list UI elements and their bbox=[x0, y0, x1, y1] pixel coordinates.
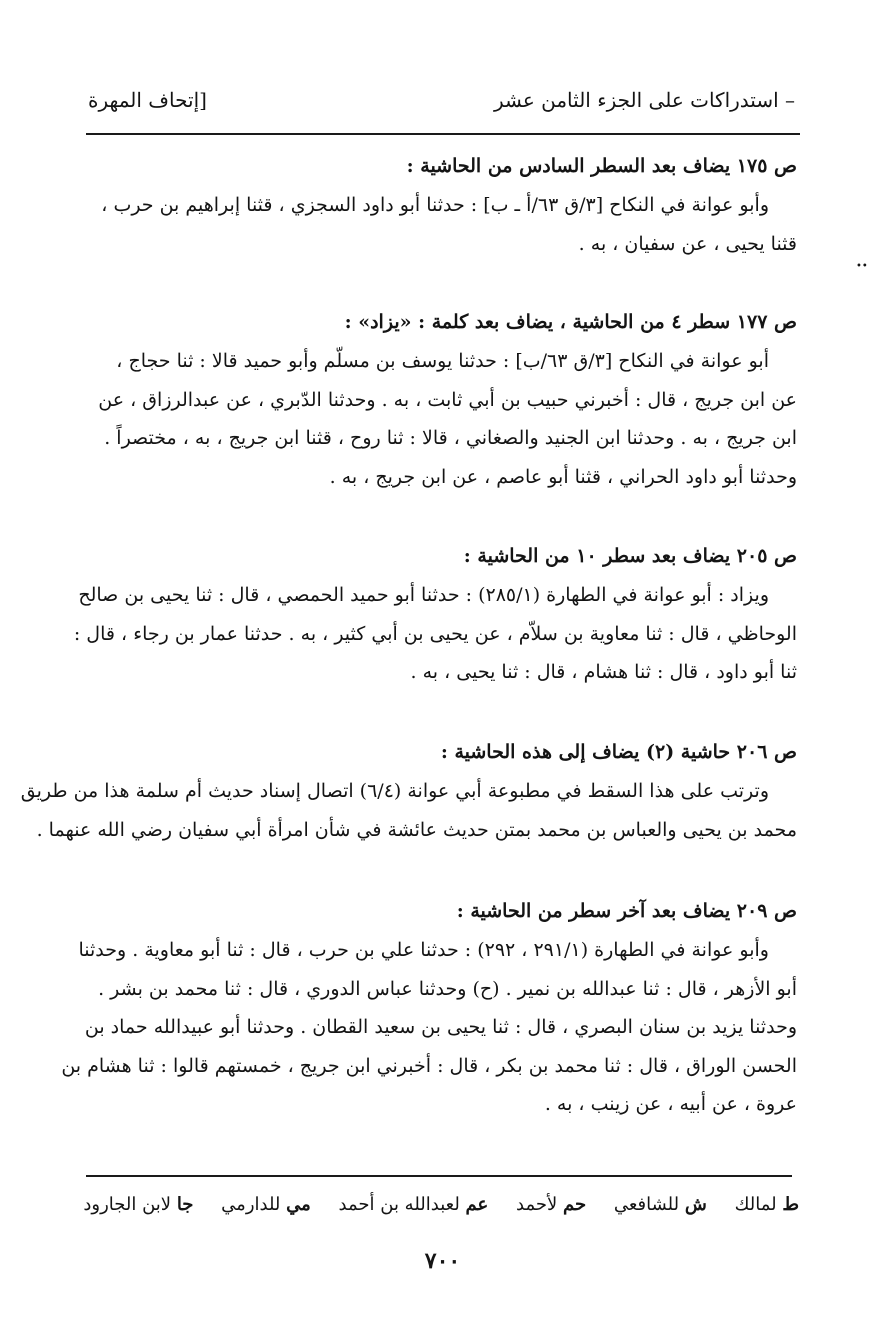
abbreviation-meaning: لعبدالله بن أحمد bbox=[338, 1194, 460, 1215]
text-line: محمد بن يحيى والعباس بن محمد بمتن حديث عائشة في شأن امرأة أبي سفيان رضي الله عنهما . bbox=[36, 818, 797, 841]
abbreviation-code: عم bbox=[465, 1194, 489, 1215]
header-rule bbox=[86, 133, 800, 135]
abbreviation-entry bbox=[339, 1190, 489, 1220]
abbreviation-entry bbox=[221, 1190, 311, 1220]
abbreviation-entry bbox=[516, 1190, 586, 1220]
abbreviation-entry bbox=[735, 1190, 799, 1220]
footer-rule bbox=[86, 1175, 792, 1177]
section-p175 bbox=[83, 146, 797, 263]
abbreviation-meaning: للدارمي bbox=[221, 1194, 281, 1215]
text-line: عروة ، عن أبيه ، عن زينب ، به . bbox=[544, 1093, 797, 1115]
section-p205 bbox=[73, 536, 797, 692]
section-heading: ص ٢٠٦ حاشية (٢) يضاف إلى هذه الحاشية : bbox=[440, 741, 797, 763]
abbreviation-code: ش bbox=[684, 1194, 707, 1215]
abbreviation-entry bbox=[614, 1190, 707, 1220]
text-line: أبو عوانة في النكاح [٣/ق ٦٣/ب] : حدثنا يوسف بن مسلّم وأبو حميد قالا : ثنا حجاج ، bbox=[116, 350, 769, 372]
section-p206 bbox=[20, 732, 797, 849]
section-heading: ص ١٧٥ يضاف بعد السطر السادس من الحاشية : bbox=[406, 155, 797, 177]
abbreviation-meaning: لابن الجارود bbox=[83, 1194, 172, 1215]
text-line: عن ابن جريج ، قال : أخبرني حبيب بن أبي ثابت ، به . وحدثنا الدّبري ، عن عبدالرزاق ، عن bbox=[98, 388, 797, 411]
text-line: وحدثنا أبو داود الحراني ، قثنا أبو عاصم ، عن ابن جريج ، به . bbox=[329, 465, 797, 488]
section-heading: ص ١٧٧ سطر ٤ من الحاشية ، يضاف بعد كلمة : «يزاد» : bbox=[344, 311, 797, 333]
abbreviation-meaning: لأحمد bbox=[516, 1194, 558, 1215]
abbreviation-code: ط bbox=[782, 1194, 799, 1215]
text-line: أبو الأزهر ، قال : ثنا عبدالله بن نمير . (ح) وحدثنا عباس الدوري ، قال : ثنا محمد بن بشر . bbox=[98, 977, 797, 1000]
section-p209 bbox=[61, 891, 797, 1124]
abbreviation-meaning: للشافعي bbox=[613, 1194, 680, 1215]
text-line: قثنا يحيى ، عن سفيان ، به . bbox=[578, 232, 797, 255]
text-line: وترتب على هذا السقط في مطبوعة أبي عوانة (٦/٤) اتصال إسناد حديث أم سلمة هذا من طريق bbox=[20, 780, 769, 802]
running-title: – استدراكات على الجزء الثامن عشر bbox=[493, 88, 795, 112]
abbreviation-meaning: لمالك bbox=[734, 1194, 777, 1215]
page-number: ٧٠٠ bbox=[424, 1248, 461, 1274]
section-heading: ص ٢٠٩ يضاف بعد آخر سطر من الحاشية : bbox=[456, 900, 797, 922]
abbreviation-key bbox=[85, 1190, 799, 1220]
abbreviation-code: جا bbox=[176, 1194, 194, 1215]
section-heading: ص ٢٠٥ يضاف بعد سطر ١٠ من الحاشية : bbox=[463, 545, 797, 567]
text-line: الحسن الوراق ، قال : ثنا محمد بن بكر ، قال : أخبرني ابن جريج ، خمستهم قالوا : ثنا هشام بن bbox=[61, 1054, 797, 1077]
section-p177 bbox=[83, 302, 797, 496]
text-line: الوحاظي ، قال : ثنا معاوية بن سلاّم ، عن يحيى بن أبي كثير ، به . حدثنا عمار بن رجاء ، قال : bbox=[73, 622, 797, 645]
book-title: [إتحاف المهرة bbox=[88, 88, 207, 112]
margin-mark: •• bbox=[856, 261, 868, 272]
text-line: وأبو عوانة في الطهارة (٢٩١/١ ، ٢٩٢) : حدثنا علي بن حرب ، قال : ثنا أبو معاوية . وحدثنا bbox=[78, 939, 769, 961]
abbreviation-entry bbox=[83, 1190, 193, 1220]
text-line: ابن جريج ، به . وحدثنا ابن الجنيد والصغاني ، قالا : ثنا روح ، قثنا ابن جريج ، به ، مختصراً . bbox=[104, 427, 797, 449]
text-line: ثنا أبو داود ، قال : ثنا هشام ، قال : ثنا يحيى ، به . bbox=[410, 661, 797, 683]
abbreviation-code: حم bbox=[563, 1194, 587, 1215]
text-line: وحدثنا يزيد بن سنان البصري ، قال : ثنا يحيى بن سعيد القطان . وحدثنا أبو عبيدالله حماد بن bbox=[84, 1016, 797, 1038]
text-line: وأبو عوانة في النكاح [٣/ق ٦٣/أ ـ ب] : حدثنا أبو داود السجزي ، قثنا إبراهيم بن حرب ، bbox=[101, 194, 769, 216]
text-line: ويزاد : أبو عوانة في الطهارة (٢٨٥/١) : حدثنا أبو حميد الحمصي ، قال : ثنا يحيى بن صالح bbox=[78, 584, 769, 606]
abbreviation-code: مي bbox=[286, 1194, 311, 1215]
